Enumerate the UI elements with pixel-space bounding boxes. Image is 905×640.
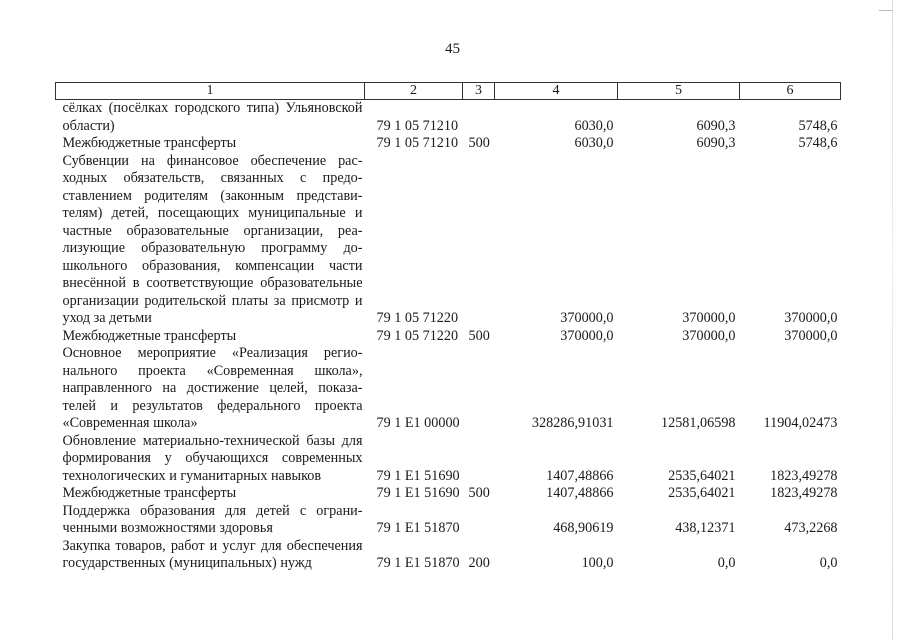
table-row bbox=[56, 485, 841, 503]
row-value-col4: 1407,48866 bbox=[546, 467, 614, 484]
row-value-col6: 370000,0 bbox=[784, 310, 838, 326]
row-code: 79 1 E1 51690 bbox=[376, 467, 460, 484]
row-code: 79 1 E1 51690 bbox=[376, 485, 460, 501]
row-value-col4: 1407,48866 bbox=[546, 485, 614, 501]
header-col-4: 4 bbox=[495, 83, 618, 100]
header-col-6: 6 bbox=[740, 83, 841, 100]
row-code: 79 1 E1 51870 bbox=[376, 555, 460, 571]
row-name: Основное мероприятие «Реализация регионального проекта «Современная школа», направленного на достижение целей, показателей и результатов федерального проекта «Современная школа» bbox=[62, 345, 363, 431]
row-value-col4: 370000,0 bbox=[560, 327, 614, 344]
row-expense-type bbox=[463, 100, 495, 136]
table-row bbox=[56, 135, 841, 153]
row-value-col5: 370000,0 bbox=[682, 327, 736, 344]
table-row bbox=[56, 538, 841, 573]
row-value-col6: 11904,02473 bbox=[763, 415, 838, 431]
row-value-col5: 370000,0 bbox=[682, 310, 736, 326]
table-row bbox=[56, 345, 841, 433]
row-name: Межбюджетные трансферты bbox=[62, 327, 237, 344]
row-expense-type bbox=[463, 153, 495, 328]
row-name: Субвенции на финансовое обеспечение расходных обязательств, связанных с предоставлением родителям (законным представителям) детей, посещающих муниципальные и частные образовательные организации, реализующие образовательную программу дошкольного образования, компенсации части внесённой в соответствующие образовательные организации родительской платы за присмотр и уход за детьми bbox=[62, 152, 363, 326]
header-col-2: 2 bbox=[365, 83, 463, 100]
row-expense-type bbox=[463, 433, 495, 486]
header-col-5: 5 bbox=[618, 83, 740, 100]
row-value-col6: 473,2268 bbox=[784, 520, 838, 536]
page-number: 45 bbox=[445, 41, 460, 57]
table-row bbox=[56, 503, 841, 538]
row-name: Межбюджетные трансферты bbox=[62, 135, 237, 151]
row-code: 79 1 05 71220 bbox=[376, 310, 459, 326]
row-value-col5: 0,0 bbox=[717, 555, 736, 571]
row-code: 79 1 05 71210 bbox=[376, 135, 459, 151]
budget-table bbox=[55, 82, 841, 573]
row-code: 79 1 E1 00000 bbox=[376, 415, 460, 431]
row-value-col6: 1823,49278 bbox=[770, 485, 838, 501]
row-value-col4: 468,90619 bbox=[553, 520, 614, 536]
row-expense-type: 200 bbox=[468, 555, 490, 571]
row-value-col6: 5748,6 bbox=[798, 135, 838, 151]
row-name: Закупка товаров, работ и услуг для обеспечения государственных (муниципальных) нужд bbox=[62, 537, 363, 571]
table-row bbox=[56, 433, 841, 486]
row-expense-type bbox=[463, 345, 495, 433]
row-value-col6: 5748,6 bbox=[798, 117, 838, 134]
row-value-col4: 370000,0 bbox=[560, 310, 614, 326]
row-value-col5: 12581,06598 bbox=[661, 415, 736, 431]
row-expense-type bbox=[463, 503, 495, 538]
row-value-col4: 6030,0 bbox=[574, 117, 614, 134]
table-row bbox=[56, 100, 841, 136]
row-name: сёлках (посёлках городского типа) Ульяновской области) bbox=[62, 100, 363, 134]
row-code: 79 1 05 71210 bbox=[376, 117, 459, 134]
row-expense-type: 500 bbox=[468, 485, 490, 501]
header-row bbox=[56, 83, 841, 100]
row-value-col5: 438,12371 bbox=[675, 520, 736, 536]
row-value-col6: 1823,49278 bbox=[770, 467, 838, 484]
row-name: Поддержка образования для детей с ограниченными возможностями здоровья bbox=[62, 502, 363, 536]
row-name: Межбюджетные трансферты bbox=[62, 485, 237, 501]
row-code: 79 1 05 71220 bbox=[376, 327, 459, 344]
scan-edge-tick bbox=[879, 10, 893, 11]
row-code: 79 1 E1 51870 bbox=[376, 520, 460, 536]
row-value-col6: 370000,0 bbox=[784, 327, 838, 344]
table-row bbox=[56, 153, 841, 328]
row-value-col4: 100,0 bbox=[581, 555, 614, 571]
row-expense-type: 500 bbox=[468, 327, 490, 344]
table-body bbox=[56, 100, 841, 573]
row-value-col5: 6090,3 bbox=[696, 135, 736, 151]
header-col-1: 1 bbox=[56, 83, 365, 100]
row-value-col5: 6090,3 bbox=[696, 117, 736, 134]
scan-edge-line bbox=[892, 0, 893, 640]
row-value-col6: 0,0 bbox=[819, 555, 838, 571]
row-name: Обновление материально-технической базы для формирования у обучающихся современных технологических и гуманитарных навыков bbox=[62, 432, 363, 484]
row-value-col4: 328286,91031 bbox=[531, 415, 614, 431]
table-header bbox=[56, 83, 841, 100]
row-value-col5: 2535,64021 bbox=[668, 485, 736, 501]
table-row bbox=[56, 328, 841, 346]
row-value-col5: 2535,64021 bbox=[668, 467, 736, 484]
row-value-col4: 6030,0 bbox=[574, 135, 614, 151]
header-col-3: 3 bbox=[463, 83, 495, 100]
row-expense-type: 500 bbox=[468, 135, 490, 151]
